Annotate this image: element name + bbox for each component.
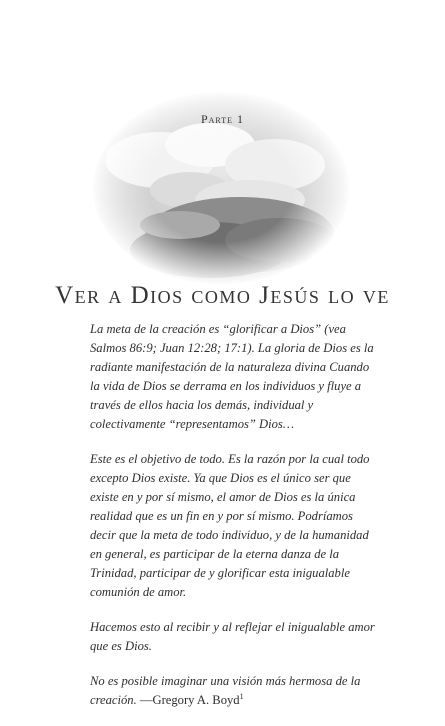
footnote-marker: 1 [239,691,244,701]
quote-paragraph-3: Hacemos esto al recibir y al reflejar el inigualable amor que es Dios. [90,620,375,653]
quote-paragraph-4 [90,672,380,710]
quote-paragraph-1: La meta de la creación es “glorificar a Dios” (vea Salmos 86:9; Juan 12:28; 17:1). La gloria de Dios es la radiante manifestación de la naturaleza divina Cuando la vida de Dios se derrama en los individuos y fluye a través de ellos hacia los demás, individual y colectivamente “representamos” Dios… [90,322,374,431]
part-label: Parte 1 [200,112,245,126]
quote-attribution: —Gregory A. Boyd [139,693,240,707]
quote-paragraph-2: Este es el objetivo de todo. Es la razón por la cual todo excepto Dios existe. Ya que Dios es el único ser que existe en y por sí mismo, el amor de Dios es la única realidad que es un fin en y por sí mismo. Podríamos decir que la meta de todo individuo, y de la humanidad en general, es participar de la eterna danza de la Trinidad, participar de y glorificar esta inigualable comunión de amor. [90,452,370,599]
quote-body [90,320,380,726]
closing-sentence: No es posible imaginar una visión más hermosa de la creación. [90,674,361,707]
chapter-title: Ver a Dios como Jesús lo ve [55,282,390,309]
